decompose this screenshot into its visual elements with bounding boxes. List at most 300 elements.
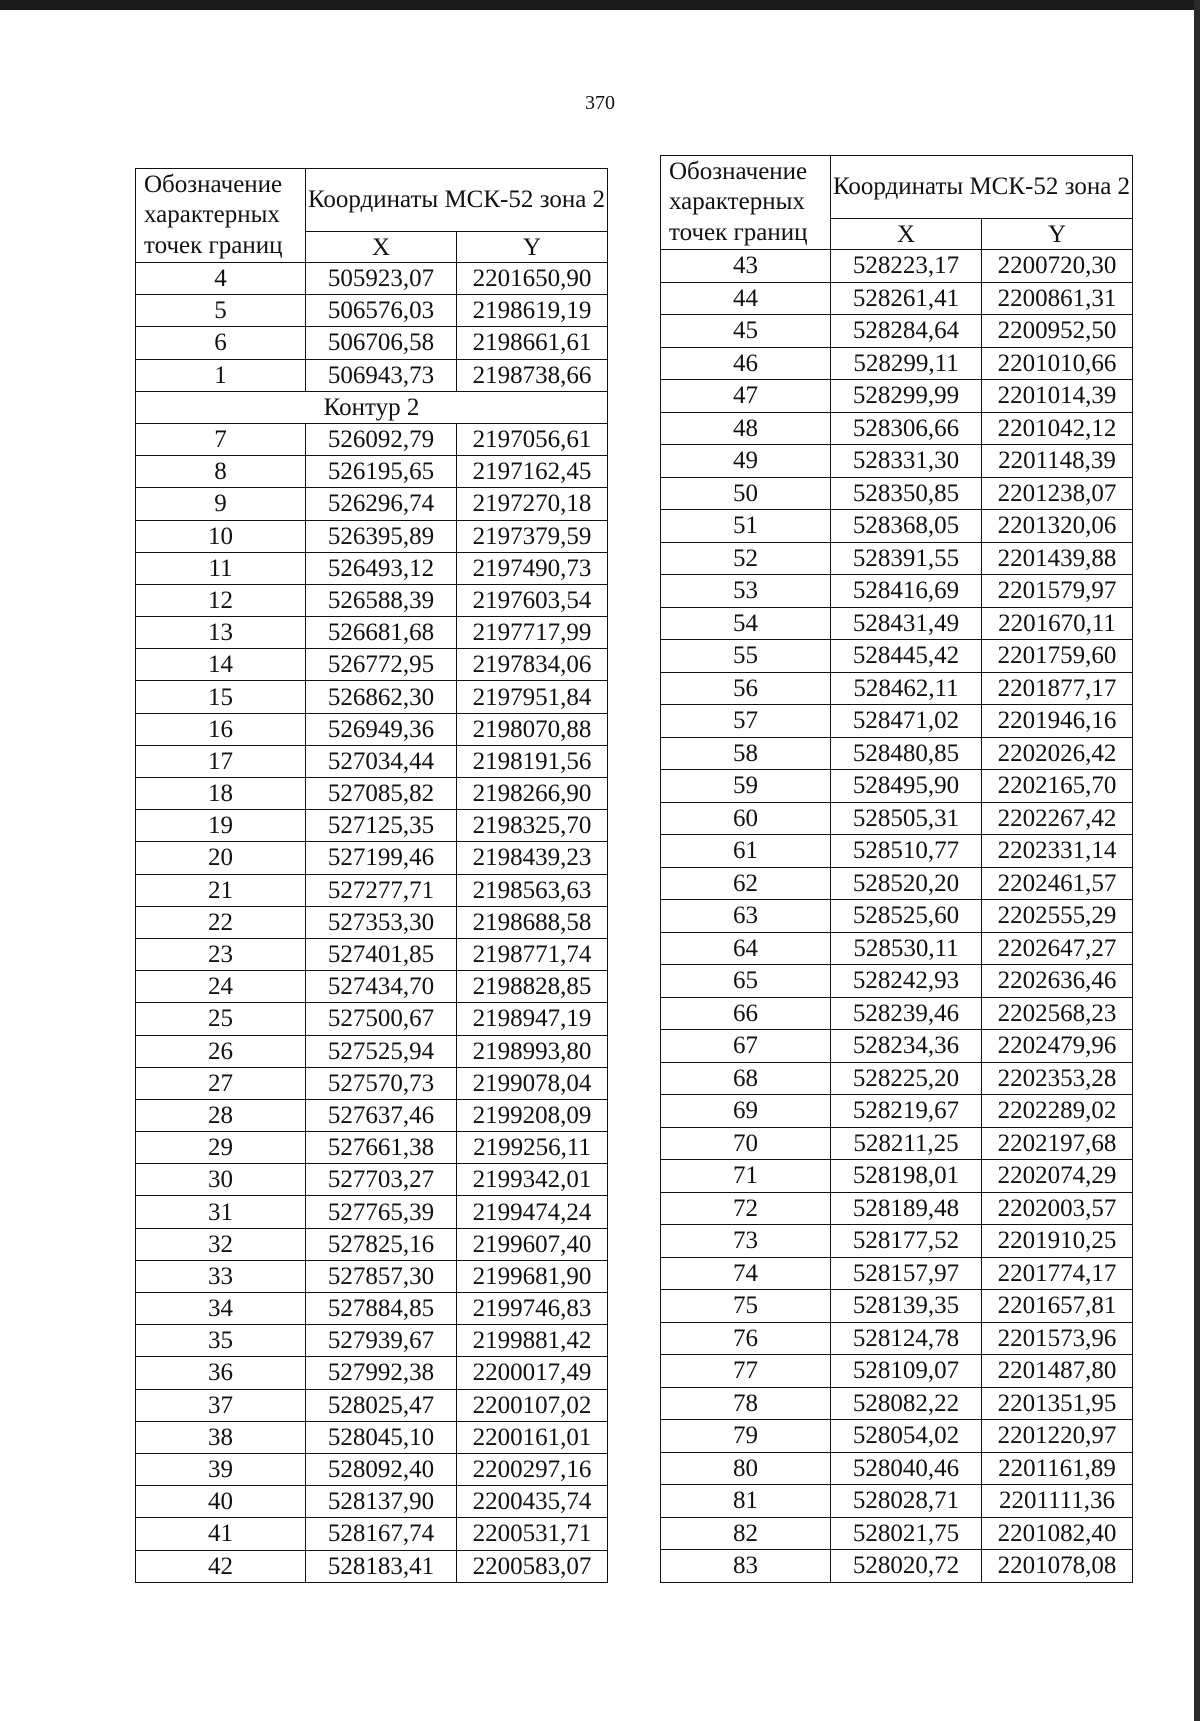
point-id-cell: 40 — [136, 1486, 306, 1518]
point-id-cell: 78 — [661, 1387, 831, 1420]
table-row — [661, 737, 1133, 770]
y-coordinate-cell: 2197379,59 — [457, 520, 608, 552]
table-row — [136, 1099, 608, 1131]
point-id-cell: 50 — [661, 477, 831, 510]
table-row — [136, 810, 608, 842]
point-id-cell: 18 — [136, 778, 306, 810]
x-coordinate-cell: 526949,36 — [306, 713, 457, 745]
table-row — [661, 1225, 1133, 1258]
point-id-cell: 10 — [136, 520, 306, 552]
point-id-cell: 70 — [661, 1127, 831, 1160]
x-coordinate-cell: 527939,67 — [306, 1325, 457, 1357]
point-id-cell: 72 — [661, 1192, 831, 1225]
y-coordinate-cell: 2202003,57 — [982, 1192, 1133, 1225]
x-coordinate-cell: 526681,68 — [306, 617, 457, 649]
y-coordinate-cell: 2200531,71 — [457, 1518, 608, 1550]
x-coordinate-cell: 528211,25 — [831, 1127, 982, 1160]
x-coordinate-cell: 528391,55 — [831, 542, 982, 575]
y-coordinate-cell: 2201946,16 — [982, 705, 1133, 738]
table-row — [136, 1035, 608, 1067]
x-coordinate-cell: 528189,48 — [831, 1192, 982, 1225]
table-row — [136, 778, 608, 810]
x-coordinate-cell: 528445,42 — [831, 640, 982, 673]
y-coordinate-cell: 2202555,29 — [982, 900, 1133, 933]
point-column-header: Обозначение характерных точек границ — [661, 156, 831, 250]
point-id-cell: 11 — [136, 552, 306, 584]
point-id-cell: 59 — [661, 770, 831, 803]
y-coordinate-cell: 2200720,30 — [982, 250, 1133, 283]
x-coordinate-cell: 528299,99 — [831, 380, 982, 413]
table-row — [136, 359, 608, 391]
y-coordinate-cell: 2201650,90 — [457, 263, 608, 295]
point-id-cell: 64 — [661, 932, 831, 965]
table-row — [661, 510, 1133, 543]
table-row — [661, 542, 1133, 575]
table-row — [661, 1452, 1133, 1485]
table-row — [661, 802, 1133, 835]
y-coordinate-cell: 2201877,17 — [982, 672, 1133, 705]
y-coordinate-cell: 2198563,63 — [457, 874, 608, 906]
y-coordinate-cell: 2201774,17 — [982, 1257, 1133, 1290]
point-id-cell: 44 — [661, 282, 831, 315]
point-id-cell: 20 — [136, 842, 306, 874]
section-title: Контур 2 — [136, 391, 608, 423]
y-coordinate-cell: 2197056,61 — [457, 423, 608, 455]
y-coordinate-cell: 2201082,40 — [982, 1517, 1133, 1550]
point-id-cell: 77 — [661, 1355, 831, 1388]
x-coordinate-cell: 506576,03 — [306, 295, 457, 327]
x-coordinate-cell: 506706,58 — [306, 327, 457, 359]
x-coordinate-cell: 528431,49 — [831, 607, 982, 640]
y-coordinate-cell: 2198688,58 — [457, 906, 608, 938]
x-coordinate-cell: 528331,30 — [831, 445, 982, 478]
y-coordinate-cell: 2197162,45 — [457, 456, 608, 488]
y-coordinate-cell: 2201111,36 — [982, 1485, 1133, 1518]
x-coordinate-cell: 527570,73 — [306, 1067, 457, 1099]
x-coordinate-cell: 505923,07 — [306, 263, 457, 295]
x-coordinate-cell: 528045,10 — [306, 1421, 457, 1453]
y-coordinate-cell: 2201657,81 — [982, 1290, 1133, 1323]
x-coordinate-cell: 526296,74 — [306, 488, 457, 520]
table-body — [136, 263, 608, 1583]
point-id-cell: 62 — [661, 867, 831, 900]
point-id-cell: 42 — [136, 1550, 306, 1582]
y-coordinate-cell: 2202568,23 — [982, 997, 1133, 1030]
y-coordinate-cell: 2201487,80 — [982, 1355, 1133, 1388]
table-row — [661, 1192, 1133, 1225]
y-coordinate-cell: 2202165,70 — [982, 770, 1133, 803]
page-number: 370 — [585, 92, 615, 114]
y-coordinate-cell: 2199256,11 — [457, 1132, 608, 1164]
x-coordinate-cell: 527401,85 — [306, 938, 457, 970]
table-row — [661, 1517, 1133, 1550]
point-id-cell: 32 — [136, 1228, 306, 1260]
point-id-cell: 9 — [136, 488, 306, 520]
table-row — [661, 867, 1133, 900]
table-row — [136, 295, 608, 327]
point-id-cell: 14 — [136, 649, 306, 681]
x-coordinate-cell: 527825,16 — [306, 1228, 457, 1260]
y-coordinate-cell: 2201148,39 — [982, 445, 1133, 478]
x-coordinate-cell: 527085,82 — [306, 778, 457, 810]
point-id-cell: 29 — [136, 1132, 306, 1164]
x-coordinate-cell: 528416,69 — [831, 575, 982, 608]
x-column-header: X — [306, 232, 457, 263]
point-id-cell: 26 — [136, 1035, 306, 1067]
y-coordinate-cell: 2201573,96 — [982, 1322, 1133, 1355]
table-row — [136, 1486, 608, 1518]
x-coordinate-cell: 528219,67 — [831, 1095, 982, 1128]
table-row — [136, 423, 608, 455]
point-id-cell: 83 — [661, 1550, 831, 1583]
table-row — [661, 1355, 1133, 1388]
table-row — [661, 412, 1133, 445]
table-row — [136, 1518, 608, 1550]
y-coordinate-cell: 2201759,60 — [982, 640, 1133, 673]
table-row — [661, 835, 1133, 868]
table-row — [661, 1062, 1133, 1095]
x-coordinate-cell: 528350,85 — [831, 477, 982, 510]
point-id-cell: 51 — [661, 510, 831, 543]
point-id-cell: 39 — [136, 1453, 306, 1485]
point-id-cell: 71 — [661, 1160, 831, 1193]
table-row — [136, 263, 608, 295]
table-row — [136, 327, 608, 359]
y-coordinate-cell: 2200861,31 — [982, 282, 1133, 315]
point-id-cell: 82 — [661, 1517, 831, 1550]
y-coordinate-cell: 2202289,02 — [982, 1095, 1133, 1128]
x-coordinate-cell: 526493,12 — [306, 552, 457, 584]
coords-column-header: Координаты МСК-52 зона 2 — [831, 156, 1133, 219]
point-id-cell: 76 — [661, 1322, 831, 1355]
x-coordinate-cell: 527353,30 — [306, 906, 457, 938]
y-coordinate-cell: 2201351,95 — [982, 1387, 1133, 1420]
y-coordinate-cell: 2202026,42 — [982, 737, 1133, 770]
y-coordinate-cell: 2201161,89 — [982, 1452, 1133, 1485]
point-id-cell: 23 — [136, 938, 306, 970]
x-coordinate-cell: 528462,11 — [831, 672, 982, 705]
x-coordinate-cell: 528480,85 — [831, 737, 982, 770]
point-id-cell: 16 — [136, 713, 306, 745]
x-coordinate-cell: 528054,02 — [831, 1420, 982, 1453]
x-coordinate-cell: 528242,93 — [831, 965, 982, 998]
table-row — [661, 965, 1133, 998]
point-id-cell: 55 — [661, 640, 831, 673]
y-coordinate-cell: 2197951,84 — [457, 681, 608, 713]
x-coordinate-cell: 526092,79 — [306, 423, 457, 455]
table-row — [136, 520, 608, 552]
y-coordinate-cell: 2201439,88 — [982, 542, 1133, 575]
point-id-cell: 1 — [136, 359, 306, 391]
y-coordinate-cell: 2198325,70 — [457, 810, 608, 842]
y-coordinate-cell: 2199881,42 — [457, 1325, 608, 1357]
y-coordinate-cell: 2202353,28 — [982, 1062, 1133, 1095]
x-coordinate-cell: 528223,17 — [831, 250, 982, 283]
y-coordinate-cell: 2197834,06 — [457, 649, 608, 681]
y-coordinate-cell: 2199342,01 — [457, 1164, 608, 1196]
y-coordinate-cell: 2197717,99 — [457, 617, 608, 649]
point-id-cell: 52 — [661, 542, 831, 575]
x-coordinate-cell: 528495,90 — [831, 770, 982, 803]
y-coordinate-cell: 2202636,46 — [982, 965, 1133, 998]
table-row — [136, 488, 608, 520]
x-coordinate-cell: 528109,07 — [831, 1355, 982, 1388]
point-id-cell: 48 — [661, 412, 831, 445]
point-id-cell: 61 — [661, 835, 831, 868]
table-row — [661, 250, 1133, 283]
table-row — [136, 745, 608, 777]
point-id-cell: 60 — [661, 802, 831, 835]
point-id-cell: 81 — [661, 1485, 831, 1518]
table-row — [136, 713, 608, 745]
y-coordinate-cell: 2202331,14 — [982, 835, 1133, 868]
x-coordinate-cell: 528020,72 — [831, 1550, 982, 1583]
table-row — [661, 445, 1133, 478]
x-coordinate-cell: 528028,71 — [831, 1485, 982, 1518]
point-id-cell: 24 — [136, 971, 306, 1003]
table-row — [136, 584, 608, 616]
y-coordinate-cell: 2198619,19 — [457, 295, 608, 327]
point-id-cell: 21 — [136, 874, 306, 906]
x-coordinate-cell: 528368,05 — [831, 510, 982, 543]
point-id-cell: 38 — [136, 1421, 306, 1453]
x-coordinate-cell: 528284,64 — [831, 315, 982, 348]
y-coordinate-cell: 2201042,12 — [982, 412, 1133, 445]
x-coordinate-cell: 527884,85 — [306, 1293, 457, 1325]
point-id-cell: 46 — [661, 347, 831, 380]
point-id-cell: 79 — [661, 1420, 831, 1453]
coordinates-table-left — [135, 168, 608, 1583]
point-id-cell: 6 — [136, 327, 306, 359]
y-coordinate-cell: 2197490,73 — [457, 552, 608, 584]
y-coordinate-cell: 2198266,90 — [457, 778, 608, 810]
y-coordinate-cell: 2201910,25 — [982, 1225, 1133, 1258]
y-coordinate-cell: 2198738,66 — [457, 359, 608, 391]
table-row — [661, 1322, 1133, 1355]
y-coordinate-cell: 2198070,88 — [457, 713, 608, 745]
point-id-cell: 56 — [661, 672, 831, 705]
table-row — [136, 617, 608, 649]
point-id-cell: 19 — [136, 810, 306, 842]
table-row — [661, 1257, 1133, 1290]
y-coordinate-cell: 2198771,74 — [457, 938, 608, 970]
x-column-header: X — [831, 219, 982, 250]
point-id-cell: 45 — [661, 315, 831, 348]
table-row — [661, 380, 1133, 413]
y-coordinate-cell: 2199474,24 — [457, 1196, 608, 1228]
y-coordinate-cell: 2198947,19 — [457, 1003, 608, 1035]
table-row — [661, 672, 1133, 705]
y-coordinate-cell: 2201238,07 — [982, 477, 1133, 510]
y-coordinate-cell: 2202647,27 — [982, 932, 1133, 965]
x-coordinate-cell: 528177,52 — [831, 1225, 982, 1258]
x-coordinate-cell: 528082,22 — [831, 1387, 982, 1420]
table-row — [136, 1421, 608, 1453]
point-id-cell: 74 — [661, 1257, 831, 1290]
y-coordinate-cell: 2201579,97 — [982, 575, 1133, 608]
point-id-cell: 53 — [661, 575, 831, 608]
point-id-cell: 22 — [136, 906, 306, 938]
point-id-cell: 37 — [136, 1389, 306, 1421]
x-coordinate-cell: 528198,01 — [831, 1160, 982, 1193]
x-coordinate-cell: 526195,65 — [306, 456, 457, 488]
coordinates-table-right — [660, 155, 1133, 1583]
y-coordinate-cell: 2200161,01 — [457, 1421, 608, 1453]
x-coordinate-cell: 527637,46 — [306, 1099, 457, 1131]
x-coordinate-cell: 526395,89 — [306, 520, 457, 552]
y-coordinate-cell: 2198993,80 — [457, 1035, 608, 1067]
point-id-cell: 66 — [661, 997, 831, 1030]
table-row — [661, 770, 1133, 803]
y-coordinate-cell: 2197270,18 — [457, 488, 608, 520]
table-row — [136, 971, 608, 1003]
scan-border-top — [0, 0, 1200, 10]
x-coordinate-cell: 528471,02 — [831, 705, 982, 738]
table-row — [661, 347, 1133, 380]
y-coordinate-cell: 2202197,68 — [982, 1127, 1133, 1160]
x-coordinate-cell: 527277,71 — [306, 874, 457, 906]
coords-column-header: Координаты МСК-52 зона 2 — [306, 169, 608, 232]
point-id-cell: 63 — [661, 900, 831, 933]
table-row — [661, 1485, 1133, 1518]
table-row — [661, 705, 1133, 738]
x-coordinate-cell: 528183,41 — [306, 1550, 457, 1582]
y-coordinate-cell: 2198439,23 — [457, 842, 608, 874]
table-row — [661, 315, 1133, 348]
point-id-cell: 36 — [136, 1357, 306, 1389]
table-row — [661, 282, 1133, 315]
x-coordinate-cell: 528261,41 — [831, 282, 982, 315]
x-coordinate-cell: 527125,35 — [306, 810, 457, 842]
x-coordinate-cell: 528505,31 — [831, 802, 982, 835]
table-row — [136, 906, 608, 938]
point-id-cell: 69 — [661, 1095, 831, 1128]
table-row — [661, 1290, 1133, 1323]
table-row — [661, 1030, 1133, 1063]
point-id-cell: 65 — [661, 965, 831, 998]
x-coordinate-cell: 528157,97 — [831, 1257, 982, 1290]
point-id-cell: 33 — [136, 1260, 306, 1292]
y-coordinate-cell: 2200297,16 — [457, 1453, 608, 1485]
y-coordinate-cell: 2200107,02 — [457, 1389, 608, 1421]
table-row — [136, 1453, 608, 1485]
x-coordinate-cell: 528234,36 — [831, 1030, 982, 1063]
x-coordinate-cell: 528139,35 — [831, 1290, 982, 1323]
x-coordinate-cell: 528021,75 — [831, 1517, 982, 1550]
point-id-cell: 34 — [136, 1293, 306, 1325]
table-row — [661, 1160, 1133, 1193]
y-coordinate-cell: 2201010,66 — [982, 347, 1133, 380]
y-coordinate-cell: 2201014,39 — [982, 380, 1133, 413]
y-coordinate-cell: 2202461,57 — [982, 867, 1133, 900]
y-coordinate-cell: 2202479,96 — [982, 1030, 1133, 1063]
y-coordinate-cell: 2198661,61 — [457, 327, 608, 359]
y-coordinate-cell: 2200583,07 — [457, 1550, 608, 1582]
x-coordinate-cell: 528299,11 — [831, 347, 982, 380]
x-coordinate-cell: 528306,66 — [831, 412, 982, 445]
point-id-cell: 43 — [661, 250, 831, 283]
table-row — [136, 649, 608, 681]
point-id-cell: 17 — [136, 745, 306, 777]
x-coordinate-cell: 528225,20 — [831, 1062, 982, 1095]
point-id-cell: 57 — [661, 705, 831, 738]
y-coordinate-cell: 2198828,85 — [457, 971, 608, 1003]
point-column-header: Обозначение характерных точек границ — [136, 169, 306, 263]
y-coordinate-cell: 2199607,40 — [457, 1228, 608, 1260]
x-coordinate-cell: 506943,73 — [306, 359, 457, 391]
x-coordinate-cell: 528530,11 — [831, 932, 982, 965]
x-coordinate-cell: 527434,70 — [306, 971, 457, 1003]
y-coordinate-cell: 2201078,08 — [982, 1550, 1133, 1583]
table-row — [661, 640, 1133, 673]
table-row — [661, 575, 1133, 608]
table-row — [661, 477, 1133, 510]
x-coordinate-cell: 528092,40 — [306, 1453, 457, 1485]
x-coordinate-cell: 528525,60 — [831, 900, 982, 933]
point-id-cell: 35 — [136, 1325, 306, 1357]
point-id-cell: 73 — [661, 1225, 831, 1258]
point-id-cell: 4 — [136, 263, 306, 295]
y-coordinate-cell: 2200952,50 — [982, 315, 1133, 348]
point-id-cell: 47 — [661, 380, 831, 413]
x-coordinate-cell: 528040,46 — [831, 1452, 982, 1485]
y-coordinate-cell: 2201220,97 — [982, 1420, 1133, 1453]
point-id-cell: 68 — [661, 1062, 831, 1095]
table-row — [136, 1293, 608, 1325]
x-coordinate-cell: 528510,77 — [831, 835, 982, 868]
x-coordinate-cell: 527857,30 — [306, 1260, 457, 1292]
table-row — [136, 1003, 608, 1035]
x-coordinate-cell: 526588,39 — [306, 584, 457, 616]
table-row — [136, 1325, 608, 1357]
table-row — [136, 456, 608, 488]
table-row — [136, 1067, 608, 1099]
y-coordinate-cell: 2198191,56 — [457, 745, 608, 777]
point-id-cell: 54 — [661, 607, 831, 640]
x-coordinate-cell: 527661,38 — [306, 1132, 457, 1164]
point-id-cell: 28 — [136, 1099, 306, 1131]
point-id-cell: 25 — [136, 1003, 306, 1035]
point-id-cell: 27 — [136, 1067, 306, 1099]
table-row — [661, 1387, 1133, 1420]
x-coordinate-cell: 528137,90 — [306, 1486, 457, 1518]
table-row — [661, 1420, 1133, 1453]
table-row — [136, 552, 608, 584]
x-coordinate-cell: 527992,38 — [306, 1357, 457, 1389]
table-row — [136, 1196, 608, 1228]
table-row — [661, 1550, 1133, 1583]
x-coordinate-cell: 528167,74 — [306, 1518, 457, 1550]
x-coordinate-cell: 526772,95 — [306, 649, 457, 681]
point-id-cell: 13 — [136, 617, 306, 649]
x-coordinate-cell: 528025,47 — [306, 1389, 457, 1421]
y-coordinate-cell: 2197603,54 — [457, 584, 608, 616]
table-row — [136, 1357, 608, 1389]
y-column-header: Y — [457, 232, 608, 263]
x-coordinate-cell: 527703,27 — [306, 1164, 457, 1196]
y-coordinate-cell: 2199746,83 — [457, 1293, 608, 1325]
y-coordinate-cell: 2199681,90 — [457, 1260, 608, 1292]
x-coordinate-cell: 527034,44 — [306, 745, 457, 777]
table-row — [136, 1164, 608, 1196]
table-row — [661, 607, 1133, 640]
table-row — [136, 1132, 608, 1164]
y-coordinate-cell: 2199078,04 — [457, 1067, 608, 1099]
table-row — [661, 932, 1133, 965]
table-row — [136, 1228, 608, 1260]
table-row — [661, 900, 1133, 933]
y-coordinate-cell: 2202267,42 — [982, 802, 1133, 835]
